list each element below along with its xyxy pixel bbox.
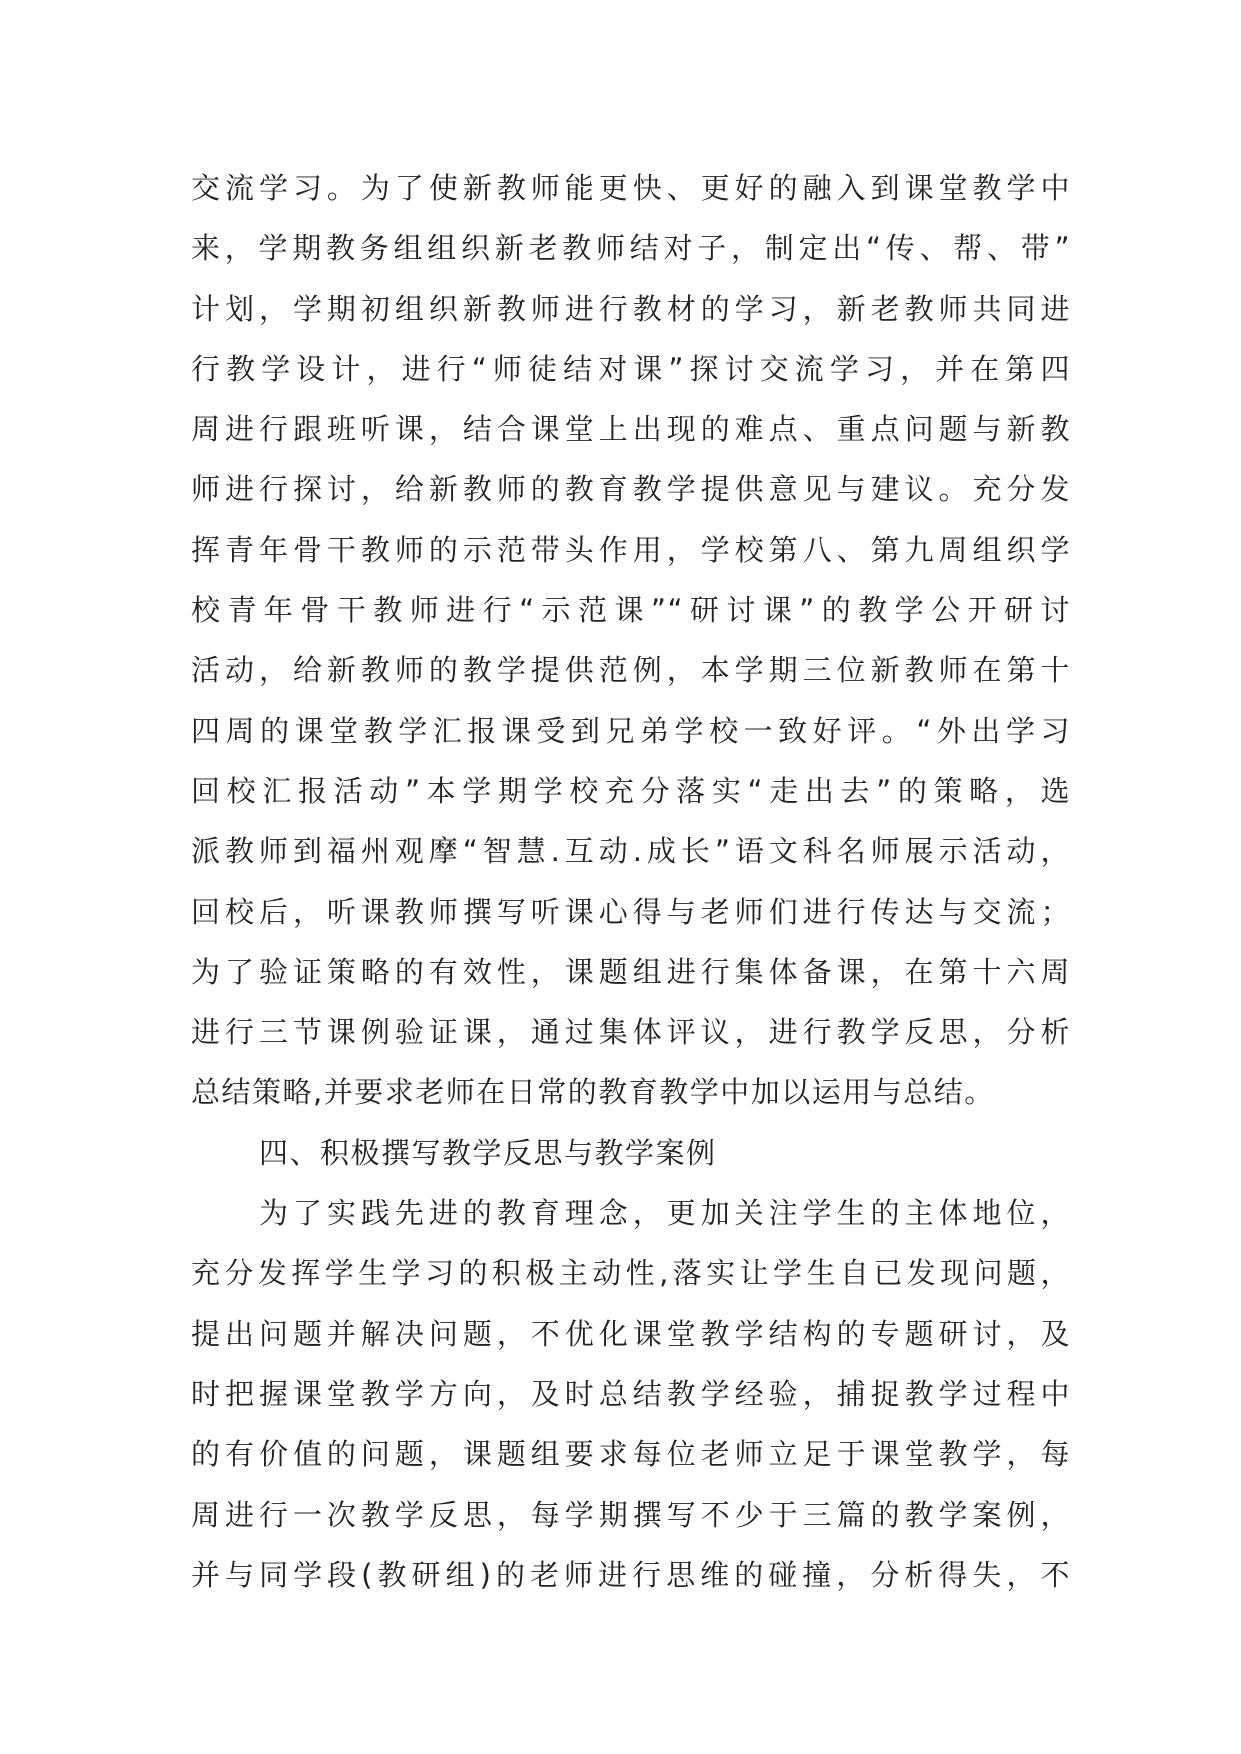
text-line: 回校后，听课教师撰写听课心得与老师们进行传达与交流； — [191, 894, 1071, 929]
text-line: 总结策略,并要求老师在日常的教育教学中加以运用与总结。 — [191, 1075, 995, 1110]
text-line: 师进行探讨，给新教师的教育教学提供意见与建议。充分发 — [191, 472, 1071, 507]
text-line: 派教师到福州观摩“智慧.互动.成长”语文科名师展示活动， — [191, 834, 1071, 869]
text-line: 的有价值的问题，课题组要求每位老师立足于课堂教学，每 — [191, 1437, 1071, 1472]
text-line: 时把握课堂教学方向，及时总结教学经验，捕捉教学过程中 — [191, 1376, 1071, 1411]
text-line: 校青年骨干教师进行“示范课”“研讨课”的教学公开研讨 — [191, 593, 1071, 628]
text-line: 提出问题并解决问题，不优化课堂教学结构的专题研讨，及 — [191, 1316, 1071, 1351]
text-line: 进行三节课例验证课，通过集体评议，进行教学反思，分析 — [191, 1015, 1071, 1050]
text-line: 为了实践先进的教育理念，更加关注学生的主体地位， — [259, 1196, 1071, 1231]
text-line: 周进行一次教学反思，每学期撰写不少于三篇的教学案例， — [191, 1497, 1071, 1532]
text-line: 交流学习。为了使新教师能更快、更好的融入到课堂教学中 — [191, 171, 1071, 205]
text-line: 并与同学段(教研组)的老师进行思维的碰撞，分析得失，不 — [191, 1557, 1071, 1592]
text-line: 为了验证策略的有效性，课题组进行集体备课，在第十六周 — [191, 954, 1071, 989]
text-line: 挥青年骨干教师的示范带头作用，学校第八、第九周组织学 — [191, 532, 1071, 567]
text-line: 充分发挥学生学习的积极主动性,落实让学生自已发现问题， — [191, 1256, 1071, 1291]
section-heading: 四、积极撰写教学反思与教学案例 — [259, 1135, 717, 1170]
text-line: 行教学设计，进行“师徒结对课”探讨交流学习，并在第四 — [191, 351, 1071, 386]
text-line: 来，学期教务组组织新老教师结对子，制定出“传、帮、带” — [191, 231, 1071, 266]
text-line: 周进行跟班听课，结合课堂上出现的难点、重点问题与新教 — [191, 412, 1071, 447]
body-text — [191, 158, 1071, 1605]
text-line: 四周的课堂教学汇报课受到兄弟学校一致好评。“外出学习 — [191, 713, 1071, 748]
text-line: 活动，给新教师的教学提供范例，本学期三位新教师在第十 — [191, 653, 1071, 688]
text-line: 计划，学期初组织新教师进行教材的学习，新老教师共同进 — [191, 291, 1071, 326]
text-line: 回校汇报活动”本学期学校充分落实“走出去”的策略，选 — [191, 773, 1071, 808]
